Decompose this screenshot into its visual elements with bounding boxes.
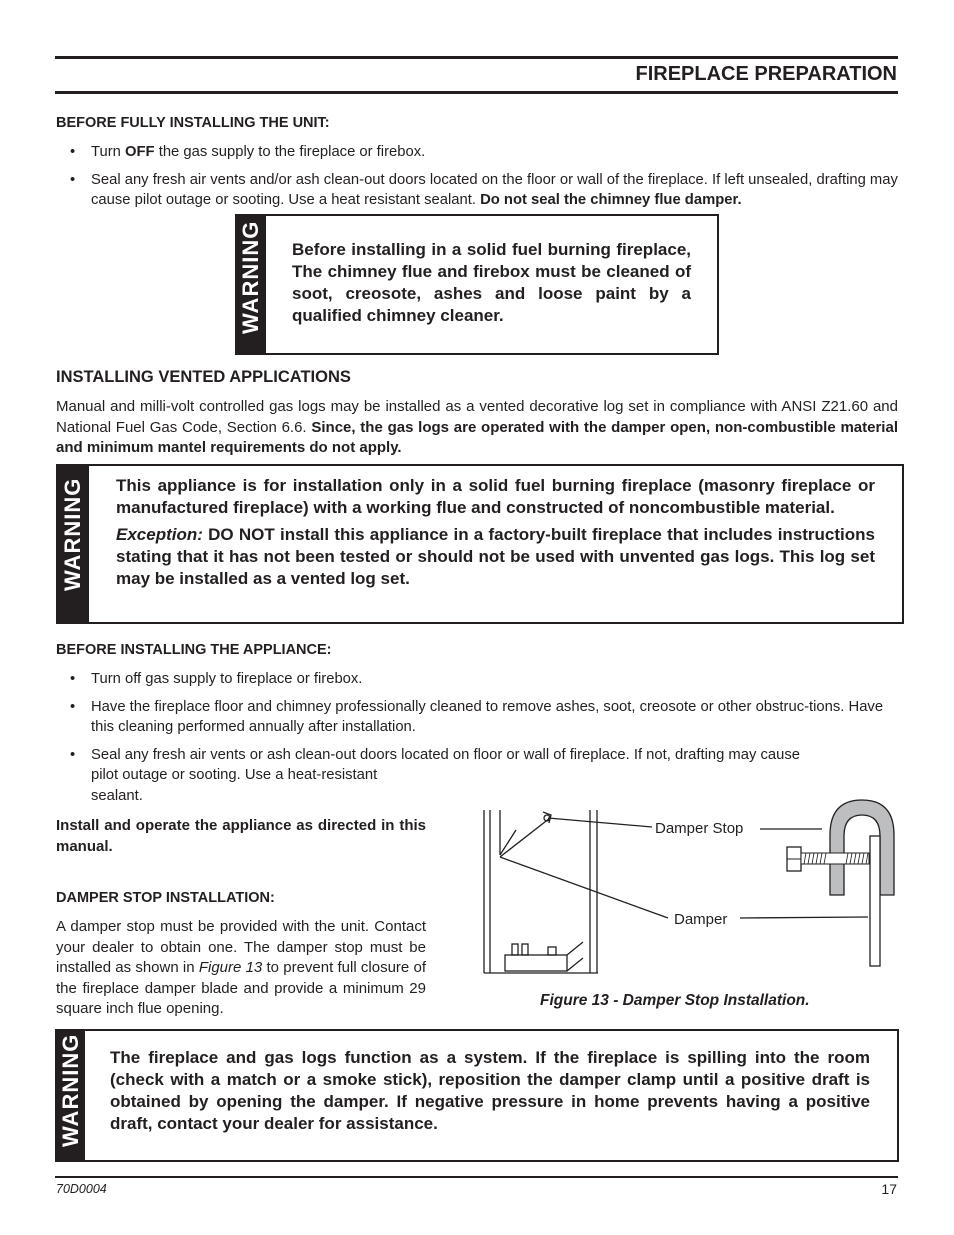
doc-code: 70D0004 [56, 1182, 107, 1196]
warning-text: Before installing in a solid fuel burning fireplace, The chimney flue and firebox must be cleaned of soot, creosote, ashes and loose paint by a qualified chimney cleaner. [292, 240, 691, 325]
damper-heading: DAMPER STOP INSTALLATION: [56, 890, 275, 906]
before-fully-heading: BEFORE FULLY INSTALLING THE UNIT: [56, 115, 330, 131]
warning-label: WARNING [58, 1033, 83, 1147]
before-installing-heading: BEFORE INSTALLING THE APPLIANCE: [56, 642, 332, 658]
section-title: FIREPLACE PREPARATION [635, 63, 897, 85]
damper-paragraph: A damper stop must be provided with the unit. Contact your dealer to obtain one. The damper stop must be installed as shown in Figure 13 to prevent full closure of the fireplace damper blade and provide a minimum 29 square inch flue opening. [56, 918, 426, 1017]
page-number: 17 [881, 1181, 897, 1197]
list-item: • Turn off gas supply to fireplace or firebox. [70, 671, 363, 687]
warning-label: WARNING [60, 477, 85, 591]
label-damper: Damper [674, 911, 728, 928]
list-item: • Seal any fresh air vents or ash clean-out doors located on floor or wall of fireplace. If not, drafting may cause pilot outage or sooting. Use a heat-resistant sealant. [70, 746, 800, 804]
warning-text: This appliance is for installation only in a solid fuel burning fireplace (masonry fireplace or manufactured fireplace) with a working flue and constructed of noncombustible material. Exception: DO NOT install this appliance in a factory-built fireplace that includes instructions stating that it has not been tested or should not be used with unvented gas logs. This log set may be installed as a vented log set. [116, 476, 875, 588]
warning-label: WARNING [238, 220, 263, 334]
footer-rule [55, 1176, 898, 1178]
list-item: • Have the fireplace floor and chimney professionally cleaned to remove ashes, soot, creosote or other obstruc-tions. Have this cleaning performed annually after installation. [70, 698, 884, 735]
label-damper-stop: Damper Stop [655, 820, 744, 837]
install-note: Install and operate the appliance as directed in this manual. [56, 817, 426, 855]
warning-box-3 [55, 1029, 899, 1162]
warning-text: The fireplace and gas logs function as a system. If the fireplace is spilling into the room (check with a match or a smoke stick), reposition the damper clamp until a positive draft is obtained by opening the damper. If negative pressure in home prevents having a positive draft, contact your dealer for assistance. [110, 1048, 870, 1133]
figure-caption: Figure 13 - Damper Stop Installation. [540, 992, 810, 1009]
list-item: • Seal any fresh air vents and/or ash clean-out doors located on the floor or wall of the fireplace. If left unsealed, drafting may cause pilot outage or sooting. Use a heat resistant sealant. Do not seal the chimney flue damper. [70, 171, 898, 208]
list-item: • Turn OFF the gas supply to the fireplace or firebox. [70, 144, 426, 160]
vented-paragraph: Manual and milli-volt controlled gas logs may be installed as a vented decorative log set in compliance with ANSI Z21.60 and National Fuel Gas Code, Section 6.6. Since, the gas logs are operated with the damper open, non-combustible material and minimum mantel requirements do not apply. [56, 398, 898, 456]
vented-heading: INSTALLING VENTED APPLICATIONS [56, 368, 351, 386]
